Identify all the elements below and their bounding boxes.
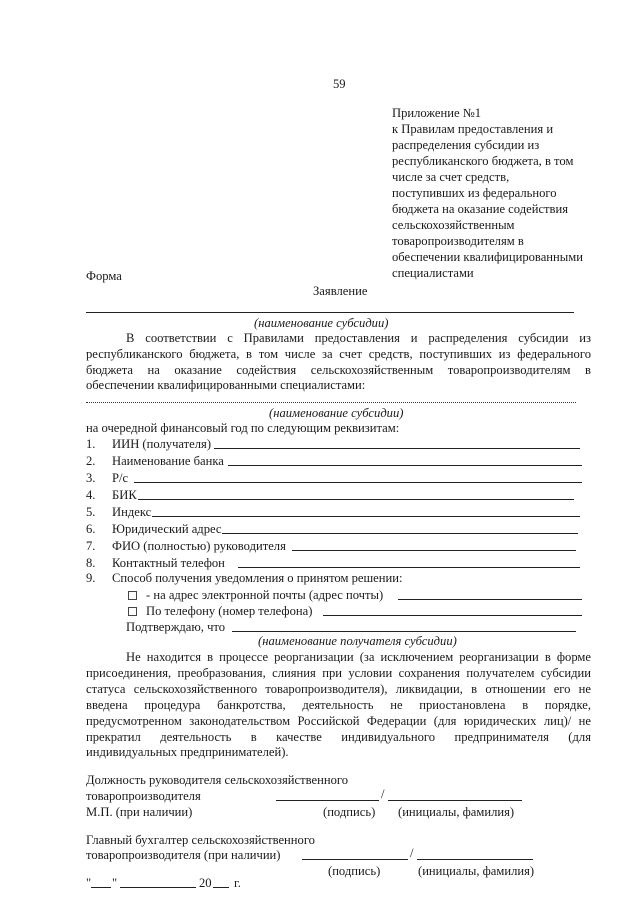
appendix-line: обеспечении квалифицированными <box>392 250 583 264</box>
appendix-line: сельскохозяйственным <box>392 218 515 232</box>
intro-line: бюджета на оказание содействия сельскохозяйственным товаропроизводителям в <box>86 363 591 377</box>
head-position-line: товаропроизводителя <box>86 789 201 803</box>
accountant-signature-field[interactable] <box>302 859 408 860</box>
item-label-bik: БИК <box>112 488 137 502</box>
requisites-intro: на очередной финансовый год по следующим реквизитам: <box>86 421 400 435</box>
page-number: 59 <box>333 77 346 91</box>
item-label-director: ФИО (полностью) руководителя <box>112 539 286 553</box>
item-number: 9. <box>86 571 96 585</box>
mp-label: М.П. (при наличии) <box>86 805 193 819</box>
appendix-line: числе за счет средств, <box>392 170 510 184</box>
statement-line: индивидуальных предпринимателей). <box>86 745 289 759</box>
director-field[interactable] <box>292 550 576 551</box>
form-label: Форма <box>86 269 122 283</box>
item-label-phone: Контактный телефон <box>112 556 225 570</box>
item-number: 2. <box>86 454 96 468</box>
head-position-line: Должность руководителя сельскохозяйственного <box>86 773 349 787</box>
item-label-bank: Наименование банка <box>112 454 224 468</box>
statement-line: введена процедура банкротства, деятельность не приостановлена в порядке, <box>86 698 591 712</box>
statement-line: Не находится в процессе реорганизации (за исключением реорганизации в форме <box>126 650 591 664</box>
head-signature-field[interactable] <box>276 800 379 801</box>
inn-field[interactable] <box>214 448 580 449</box>
item-label-notification: Способ получения уведомления о принятом решении: <box>112 571 403 585</box>
intro-line: обеспечении квалифицированными специалистами: <box>86 378 366 392</box>
item-number: 4. <box>86 488 96 502</box>
document-title: Заявление <box>313 284 368 298</box>
date-suffix: г. <box>234 876 241 890</box>
sign-caption: (подпись) <box>323 805 376 819</box>
intro-line: В соответствии с Правилами предоставления и распределения субсидии из <box>126 331 591 345</box>
subsidy-name-line[interactable] <box>86 312 574 313</box>
item-label-address: Юридический адрес <box>112 522 222 536</box>
date-month-field[interactable] <box>120 887 196 888</box>
appendix-line: распределения субсидии из <box>392 138 540 152</box>
appendix-line: поступивших из федерального <box>392 186 557 200</box>
statement-line: предусмотренном законодательством Российской Федерации (для юридических лиц)/ не <box>86 714 591 728</box>
email-option-checkbox[interactable] <box>128 591 137 600</box>
appendix-line: бюджета на оказание содействия <box>392 202 569 216</box>
account-field[interactable] <box>134 482 582 483</box>
appendix-line: специалистами <box>392 266 474 280</box>
head-initials-field[interactable] <box>388 800 522 801</box>
item-label-account: Р/с <box>112 471 129 485</box>
slash: / <box>381 787 385 801</box>
date-year-prefix: 20 <box>199 876 212 890</box>
item-number: 8. <box>86 556 96 570</box>
date-quote-open: " <box>86 876 92 890</box>
initials-caption-2: (инициалы, фамилия) <box>418 864 535 878</box>
phone-option-label: По телефону (номер телефона) <box>146 604 313 618</box>
email-option-label: - на адрес электронной почты (адрес почты) <box>146 588 384 602</box>
appendix-line: товаропроизводителям в <box>392 234 524 248</box>
bik-field[interactable] <box>138 499 574 500</box>
phone-number-field[interactable] <box>323 615 582 616</box>
intro-line: республиканского бюджета, в том числе за счет средств, поступивших из федерального <box>86 347 591 361</box>
appendix-line: к Правилам предоставления и <box>392 122 554 136</box>
date-year-field[interactable] <box>213 887 229 888</box>
bank-field[interactable] <box>228 465 582 466</box>
email-field[interactable] <box>398 599 582 600</box>
item-number: 1. <box>86 437 96 451</box>
appendix-line: Приложение №1 <box>392 106 482 120</box>
accountant-line: Главный бухгалтер сельскохозяйственного <box>86 833 315 847</box>
date-quote-close: " <box>112 876 118 890</box>
item-number: 6. <box>86 522 96 536</box>
appendix-line: республиканского бюджета, в том <box>392 154 574 168</box>
date-day-field[interactable] <box>91 887 111 888</box>
item-label-inn: ИИН (получателя) <box>112 437 212 451</box>
item-label-index: Индекс <box>112 505 152 519</box>
phone-field[interactable] <box>238 567 580 568</box>
caption-subsidy: (наименование субсидии) <box>254 316 389 330</box>
initials-caption: (инициалы, фамилия) <box>398 805 515 819</box>
item-number: 5. <box>86 505 96 519</box>
sign-caption-2: (подпись) <box>328 864 381 878</box>
caption-subsidy-2: (наименование субсидии) <box>269 406 404 420</box>
caption-recipient: (наименование получателя субсидии) <box>258 634 457 648</box>
item-number: 3. <box>86 471 96 485</box>
phone-option-checkbox[interactable] <box>128 607 137 616</box>
slash: / <box>410 846 414 860</box>
confirm-label: Подтверждаю, что <box>126 620 226 634</box>
subsidy-name-line-2[interactable] <box>86 402 576 403</box>
statement-line: прекратил деятельность в качестве индивидуального предпринимателя (для <box>86 730 591 744</box>
address-field[interactable] <box>222 533 578 534</box>
accountant-initials-field[interactable] <box>417 859 533 860</box>
statement-line: статуса сельскохозяйственного товаропроизводителя), ликвидации, в отношении его не <box>86 682 591 696</box>
statement-line: присоединения, преобразования, слияния при условии сохранения получателем субсидии <box>86 666 591 680</box>
index-field[interactable] <box>152 516 580 517</box>
item-number: 7. <box>86 539 96 553</box>
accountant-line: товаропроизводителя (при наличии) <box>86 848 281 862</box>
recipient-field[interactable] <box>232 631 576 632</box>
